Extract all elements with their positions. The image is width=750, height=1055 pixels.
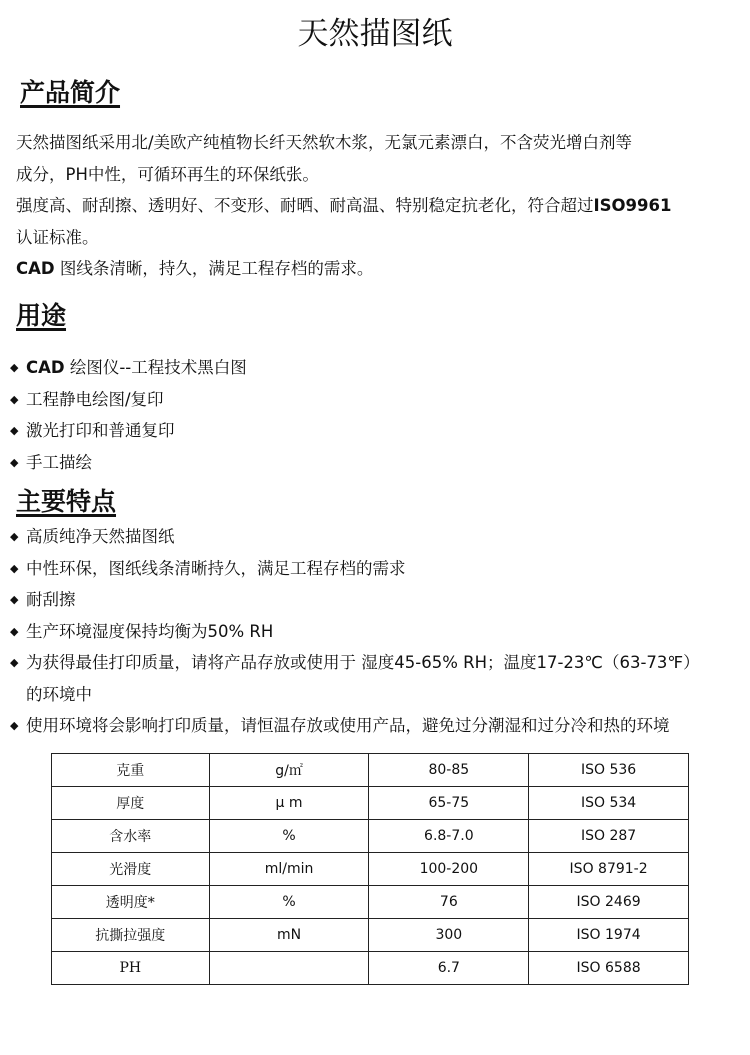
features-list: [10, 521, 740, 742]
table-cell: 100-200: [369, 853, 529, 886]
intro-line: 成分，PH中性，可循环再生的环保纸张。: [16, 164, 319, 184]
table-cell: ml/min: [209, 853, 369, 886]
table-cell: 厚度: [52, 787, 210, 820]
table-cell: 80-85: [369, 754, 529, 787]
table-cell: %: [209, 886, 369, 919]
table-cell: ISO 6588: [529, 952, 689, 985]
intro-line-text: 强度高、耐刮擦、透明好、不变形、耐晒、耐高温、特别稳定抗老化，符合超过: [16, 196, 594, 215]
intro-text: [16, 127, 736, 285]
list-item: [10, 415, 740, 447]
table-cell: ISO 2469: [529, 886, 689, 919]
list-item-text: 绘图仪--工程技术黑白图: [64, 358, 247, 377]
table-row: [52, 952, 689, 985]
spec-table: [51, 753, 689, 985]
list-item: [10, 384, 740, 416]
list-item-text: 为获得最佳打印质量，请将产品存放或使用于 湿度45-65% RH；温度17-23℃（63-73℉）: [26, 653, 700, 672]
table-row: [52, 820, 689, 853]
table-cell: g/㎡: [209, 754, 369, 787]
table-cell: 克重: [52, 754, 210, 787]
table-cell: ISO 8791-2: [529, 853, 689, 886]
list-item-text: 工程静电绘图/复印: [26, 389, 164, 409]
diamond-bullet-icon: ◆: [10, 719, 19, 732]
table-row: [52, 787, 689, 820]
list-item: [10, 584, 740, 616]
table-row: [52, 754, 689, 787]
section-heading-features: 主要特点: [16, 487, 117, 516]
intro-line: [16, 253, 736, 285]
table-cell: PH: [52, 952, 210, 985]
table-cell: 65-75: [369, 787, 529, 820]
diamond-bullet-icon: ◆: [10, 455, 19, 469]
diamond-bullet-icon: ◆: [10, 624, 19, 638]
table-cell: 抗撕拉强度: [52, 919, 210, 952]
diamond-bullet-icon: ◆: [10, 530, 19, 543]
table-cell: 透明度*: [52, 886, 210, 919]
page-title: 天然描图纸: [297, 16, 453, 52]
section-heading-intro: 产品简介: [20, 78, 121, 107]
table-cell: μ m: [209, 787, 369, 820]
table-cell: 6.7: [369, 952, 529, 985]
diamond-bullet-icon: ◆: [10, 593, 19, 606]
table-row: [52, 853, 689, 886]
list-item-continuation: [10, 679, 740, 711]
list-item: [10, 616, 740, 648]
intro-line: 认证标准。: [16, 227, 99, 247]
diamond-bullet-icon: ◆: [10, 561, 19, 575]
diamond-bullet-icon: ◆: [10, 361, 19, 374]
table-row: [52, 886, 689, 919]
list-item-text: 中性环保，图纸线条清晰持久，满足工程存档的需求: [26, 558, 406, 578]
list-item: [10, 447, 740, 479]
iso-standard: ISO9961: [593, 196, 672, 215]
table-cell: mN: [209, 919, 369, 952]
diamond-bullet-icon: ◆: [10, 656, 19, 669]
intro-line-text: 图线条清晰，持久，满足工程存档的需求。: [54, 259, 374, 278]
list-item: [10, 553, 740, 585]
table-cell: ISO 536: [529, 754, 689, 787]
table-row: [52, 919, 689, 952]
table-cell: 300: [369, 919, 529, 952]
table-cell: ISO 534: [529, 787, 689, 820]
table-cell: 6.8-7.0: [369, 820, 529, 853]
list-item-text: 的环境中: [26, 684, 92, 704]
table-cell: ISO 1974: [529, 919, 689, 952]
cad-label: CAD: [16, 259, 55, 278]
table-cell: 光滑度: [52, 853, 210, 886]
list-item-text: 手工描绘: [26, 452, 92, 472]
section-heading-use: 用途: [16, 301, 67, 330]
list-item-text: 高质纯净天然描图纸: [26, 527, 175, 546]
list-item-text: 使用环境将会影响打印质量，请恒温存放或使用产品，避免过分潮湿和过分冷和热的环境: [26, 716, 670, 735]
list-item-text: 耐刮擦: [26, 590, 76, 609]
table-cell: ISO 287: [529, 820, 689, 853]
table-cell: %: [209, 820, 369, 853]
diamond-bullet-icon: ◆: [10, 392, 19, 406]
list-item-text: 生产环境湿度保持均衡为50% RH: [26, 621, 274, 641]
list-item: [10, 647, 740, 679]
list-item-text: 激光打印和普通复印: [26, 421, 175, 440]
table-cell: 含水率: [52, 820, 210, 853]
table-cell: [209, 952, 369, 985]
spec-table-body: [52, 754, 689, 985]
diamond-bullet-icon: ◆: [10, 424, 19, 437]
list-item: [10, 521, 740, 553]
intro-line: [16, 190, 736, 222]
use-list: [10, 352, 740, 478]
list-item: [10, 352, 740, 384]
intro-line: 天然描图纸采用北/美欧产纯植物长纤天然软木浆，无氯元素漂白，不含荧光增白剂等: [16, 133, 633, 152]
list-item: [10, 710, 740, 742]
table-cell: 76: [369, 886, 529, 919]
cad-label: CAD: [26, 358, 65, 377]
